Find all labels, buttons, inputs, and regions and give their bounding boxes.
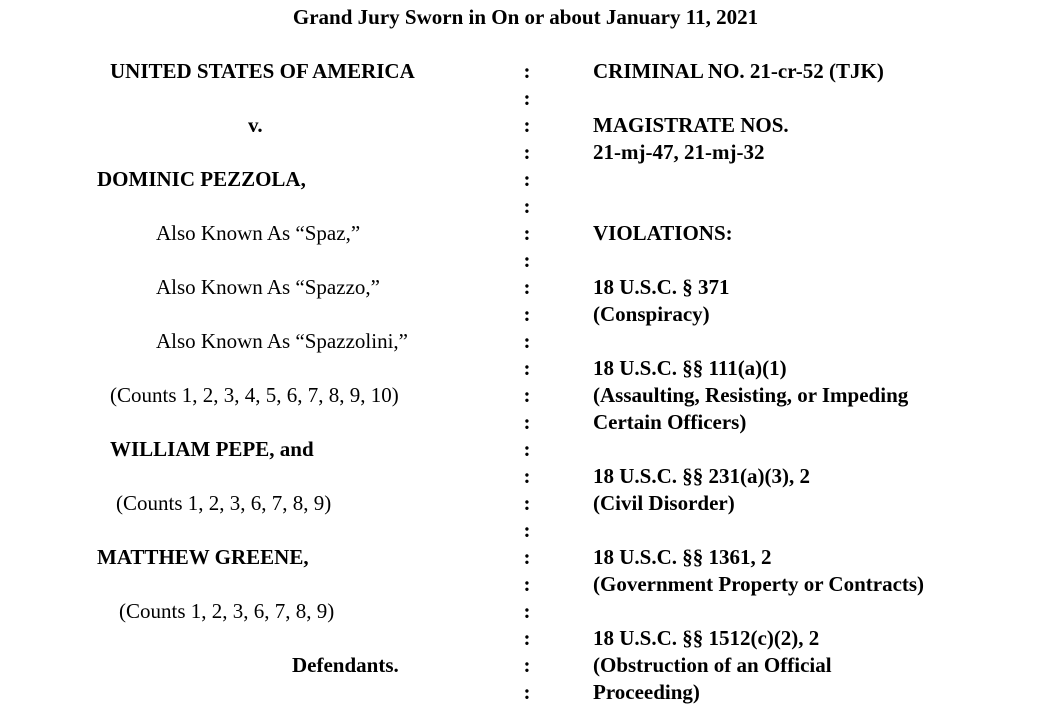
separator-colon: : bbox=[523, 626, 531, 650]
violation-code-1361: 18 U.S.C. §§ 1361, 2 bbox=[593, 545, 772, 569]
separator-colon: : bbox=[523, 491, 531, 515]
separator-colon: : bbox=[523, 437, 531, 461]
separator-colon: : bbox=[523, 140, 531, 164]
grand-jury-heading: Grand Jury Sworn in On or about January 11, 2021 bbox=[292, 5, 759, 29]
separator-colon: : bbox=[523, 356, 531, 380]
separator-colon: : bbox=[523, 464, 531, 488]
counts-pepe: (Counts 1, 2, 3, 6, 7, 8, 9) bbox=[116, 491, 332, 515]
violation-code-231: 18 U.S.C. §§ 231(a)(3), 2 bbox=[593, 464, 810, 488]
separator-colon: : bbox=[523, 572, 531, 596]
magistrate-label: MAGISTRATE NOS. bbox=[593, 113, 789, 137]
violations-heading: VIOLATIONS: bbox=[593, 221, 733, 245]
alias-spazzolini: Also Known As “Spazzolini,” bbox=[156, 329, 408, 353]
alias-spaz: Also Known As “Spaz,” bbox=[156, 221, 361, 245]
separator-colon: : bbox=[523, 329, 531, 353]
alias-spazzo: Also Known As “Spazzo,” bbox=[156, 275, 380, 299]
defendant-pepe: WILLIAM PEPE, and bbox=[110, 437, 314, 461]
separator-colon: : bbox=[523, 410, 531, 434]
violation-desc-government-property: (Government Property or Contracts) bbox=[593, 572, 925, 596]
separator-colon: : bbox=[523, 59, 531, 83]
violation-desc-assaulting-cont: Certain Officers) bbox=[593, 410, 747, 434]
criminal-number: CRIMINAL NO. 21-cr-52 (TJK) bbox=[593, 59, 884, 83]
violation-desc-civil-disorder: (Civil Disorder) bbox=[593, 491, 735, 515]
versus-label: v. bbox=[248, 113, 263, 137]
defendant-pezzola: DOMINIC PEZZOLA, bbox=[97, 167, 306, 191]
defendant-greene: MATTHEW GREENE, bbox=[97, 545, 309, 569]
separator-colon: : bbox=[523, 383, 531, 407]
violation-desc-obstruction-cont: Proceeding) bbox=[593, 680, 700, 704]
violation-code-371: 18 U.S.C. § 371 bbox=[593, 275, 730, 299]
separator-colon: : bbox=[523, 302, 531, 326]
separator-colon: : bbox=[523, 518, 531, 542]
separator-colon: : bbox=[523, 113, 531, 137]
separator-colon: : bbox=[523, 275, 531, 299]
violation-desc-assaulting: (Assaulting, Resisting, or Impeding bbox=[593, 383, 909, 407]
violation-code-111: 18 U.S.C. §§ 111(a)(1) bbox=[593, 356, 787, 380]
separator-colon: : bbox=[523, 653, 531, 677]
separator-colon: : bbox=[523, 599, 531, 623]
violation-desc-obstruction: (Obstruction of an Official bbox=[593, 653, 832, 677]
counts-pezzola: (Counts 1, 2, 3, 4, 5, 6, 7, 8, 9, 10) bbox=[110, 383, 399, 407]
separator-colon: : bbox=[523, 680, 531, 704]
separator-colon: : bbox=[523, 194, 531, 218]
separator-colon: : bbox=[523, 221, 531, 245]
separator-colon: : bbox=[523, 86, 531, 110]
counts-greene: (Counts 1, 2, 3, 6, 7, 8, 9) bbox=[119, 599, 335, 623]
magistrate-numbers: 21-mj-47, 21-mj-32 bbox=[593, 140, 765, 164]
defendants-label: Defendants. bbox=[292, 653, 399, 677]
separator-colon: : bbox=[523, 248, 531, 272]
violation-desc-conspiracy: (Conspiracy) bbox=[593, 302, 710, 326]
plaintiff-name: UNITED STATES OF AMERICA bbox=[110, 59, 415, 83]
separator-colon: : bbox=[523, 545, 531, 569]
violation-code-1512: 18 U.S.C. §§ 1512(c)(2), 2 bbox=[593, 626, 820, 650]
separator-colon: : bbox=[523, 167, 531, 191]
